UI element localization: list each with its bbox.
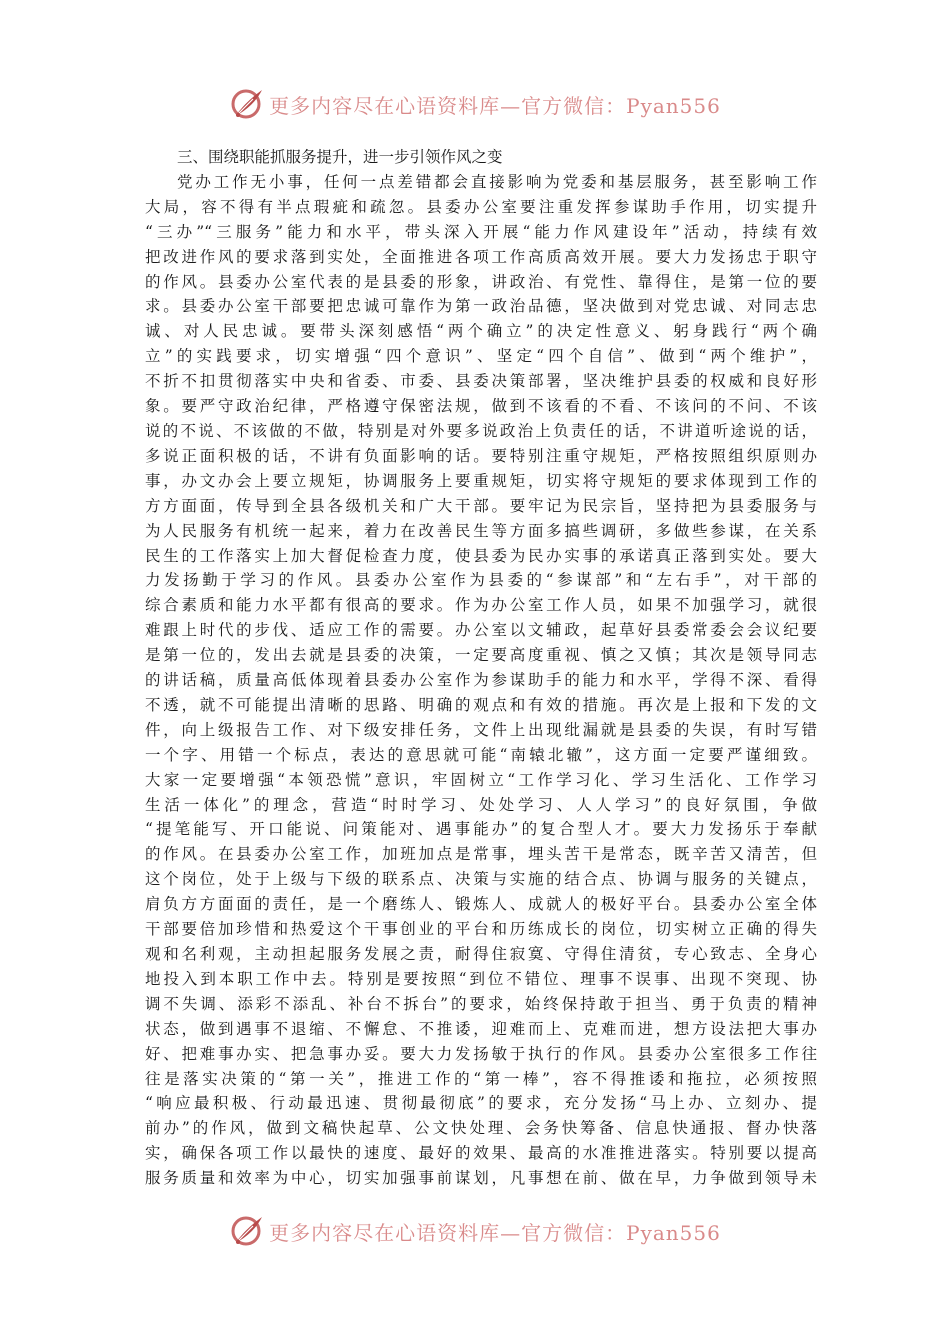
text-line: 一个字、用错一个标点，表达的意思就可能“南辕北辙”，这方面一定要严谨细致。: [145, 745, 817, 764]
text-line: 肩负方方面面的责任，是一个磨练人、锻炼人、成就人的极好平台。县委办公室全体: [145, 895, 817, 914]
text-line: 观和名利观，主动担起服务发展之责，耐得住寂寞、守得住清贫，专心致志、全身心: [145, 945, 817, 963]
text-line: 调不失调、添彩不添乱、补台不拆台”的要求，始终保持敢于担当、勇于负责的精神: [145, 994, 817, 1013]
text-line: 大局，容不得有半点瑕疵和疏忽。县委办公室要注重发挥参谋助手作用，切实提升: [145, 197, 817, 216]
text-line: 往是落实决策的“第一关”，推进工作的“第一棒”，容不得推诿和拖拉，必须按照: [145, 1069, 817, 1088]
text-line: 好、把难事办实、把急事办妥。要大力发扬敏于执行的作风。县委办公室很多工作往: [145, 1044, 817, 1063]
text-line: 事，办文办会上要立规矩，协调服务上要重规矩，切实将守规矩的要求体现到工作的: [145, 471, 817, 490]
paragraph: [145, 170, 817, 1191]
text-line: 诚、对人民忠诚。要带头深刻感悟“两个确立”的决定性意义、躬身践行“两个确: [145, 322, 817, 341]
text-line: 方方面面，传导到全县各级机关和广大干部。要牢记为民宗旨，坚持把为县委服务与: [145, 496, 817, 515]
text-line: 象。要严守政治纪律，严格遵守保密法规，做到不该看的不看、不该问的不问、不该: [145, 397, 817, 416]
text-line: “提笔能写、开口能说、问策能对、遇事能办”的复合型人才。要大力发扬乐于奉献: [145, 820, 817, 839]
text-line: 服务质量和效率为中心，切实加强事前谋划，凡事想在前、做在早，力争做到领导未: [145, 1169, 817, 1188]
watermark-text: 更多内容尽在心语资料库—官方微信：Pyan556: [269, 1220, 721, 1245]
text-line: 是第一位的，发出去就是县委的决策，一定要高度重视、慎之又慎；其次是领导同志: [145, 646, 817, 665]
text-line: 力发扬勤于学习的作风。县委办公室作为县委的“参谋部”和“左右手”，对干部的: [145, 571, 817, 590]
text-line: 说的不说、不该做的不做，特别是对外要多说政治上负责任的话，不讲道听途说的话，: [145, 421, 817, 440]
text-line: 的讲话稿，质量高低体现着县委办公室作为参谋助手的能力和水平，学得不深、看得: [145, 671, 817, 690]
text-line: 不折不扣贯彻落实中央和省委、市委、县委决策部署，坚决维护县委的权威和良好形: [145, 372, 817, 391]
text-line: 立”的实践要求，切实增强“四个意识”、坚定“四个自信”、做到“两个维护”，: [145, 347, 817, 366]
text-line: 大家一定要增强“本领恐慌”意识，牢固树立“工作学习化、学习生活化、工作学习: [145, 770, 817, 789]
text-line: 地投入到本职工作中去。特别是要按照“到位不错位、理事不误事、出现不突现、协: [145, 969, 817, 988]
text-line: 求。县委办公室干部要把忠诚可靠作为第一政治品德，坚决做到对党忠诚、对同志忠: [145, 297, 817, 316]
text-line: 干部要倍加珍惜和热爱这个干事创业的平台和历练成长的岗位，切实树立正确的得失: [145, 920, 817, 939]
text-line: 把改进作风的要求落到实处，全面推进各项工作高质高效开展。要大力发扬忠于职守: [145, 247, 817, 266]
text-line: 综合素质和能力水平都有很高的要求。作为办公室工作人员，如果不加强学习，就很: [145, 596, 817, 615]
text-line: 生活一体化”的理念，营造“时时学习、处处学习、人人学习”的良好氛围，争做: [145, 795, 817, 814]
document-body: [145, 145, 817, 1191]
text-line: 为人民服务有机统一起来，着力在改善民生等方面多搞些调研，多做些参谋，在关系: [145, 521, 817, 540]
text-line: 民生的工作落实上加大督促检查力度，使县委为民办实事的承诺真正落到实处。要大: [145, 546, 817, 565]
text-line: 难跟上时代的步伐、适应工作的需要。办公室以文辅政，起草好县委常委会会议纪要: [145, 621, 817, 640]
header-watermark-banner: [0, 84, 950, 124]
text-line: 实，确保各项工作以最快的速度、最好的效果、最高的水准推进落实。特别要以提高: [145, 1144, 817, 1163]
text-line: 状态，做到遇事不退缩、不懈怠、不推诿，迎难而上、克难而进，想方设法把大事办: [145, 1019, 817, 1038]
text-line: 这个岗位，处于上级与下级的联系点、决策与实施的结合点、协调与服务的关键点，: [145, 870, 817, 889]
watermark-text: 更多内容尽在心语资料库—官方微信：Pyan556: [269, 93, 721, 118]
footer-watermark-banner: [0, 1211, 950, 1251]
text-line: 党办工作无小事，任何一点差错都会直接影响为党委和基层服务，甚至影响工作: [177, 172, 817, 191]
text-line: 的作风。在县委办公室工作，加班加点是常事，埋头苦干是常态，既辛苦又清苦，但: [145, 845, 817, 864]
text-line: 件，向上级报告工作、对下级安排任务，文件上出现纰漏就是县委的失误，有时写错: [145, 720, 817, 739]
section-heading: 三、围绕职能抓服务提升，进一步引领作风之变: [177, 148, 503, 166]
pen-feather-logo-icon: [229, 1213, 265, 1249]
text-line: 多说正面积极的话，不讲有负面影响的话。要特别注重守规矩，严格按照组织原则办: [145, 446, 817, 465]
text-line: “三办”“三服务”能力和水平，带头深入开展“能力作风建设年”活动，持续有效: [145, 222, 817, 241]
text-line: 的作风。县委办公室代表的是县委的形象，讲政治、有党性、靠得住，是第一位的要: [145, 272, 817, 291]
text-line: 前办”的作风，做到文稿快起草、公文快处理、会务快筹备、信息快通报、督办快落: [145, 1119, 817, 1138]
pen-feather-logo-icon: [229, 86, 265, 122]
text-line: 不透，就不可能提出清晰的思路、明确的观点和有效的措施。再次是上报和下发的文: [145, 695, 817, 714]
text-line: “响应最积极、行动最迅速、贯彻最彻底”的要求，充分发扬“马上办、立刻办、提: [145, 1094, 817, 1113]
